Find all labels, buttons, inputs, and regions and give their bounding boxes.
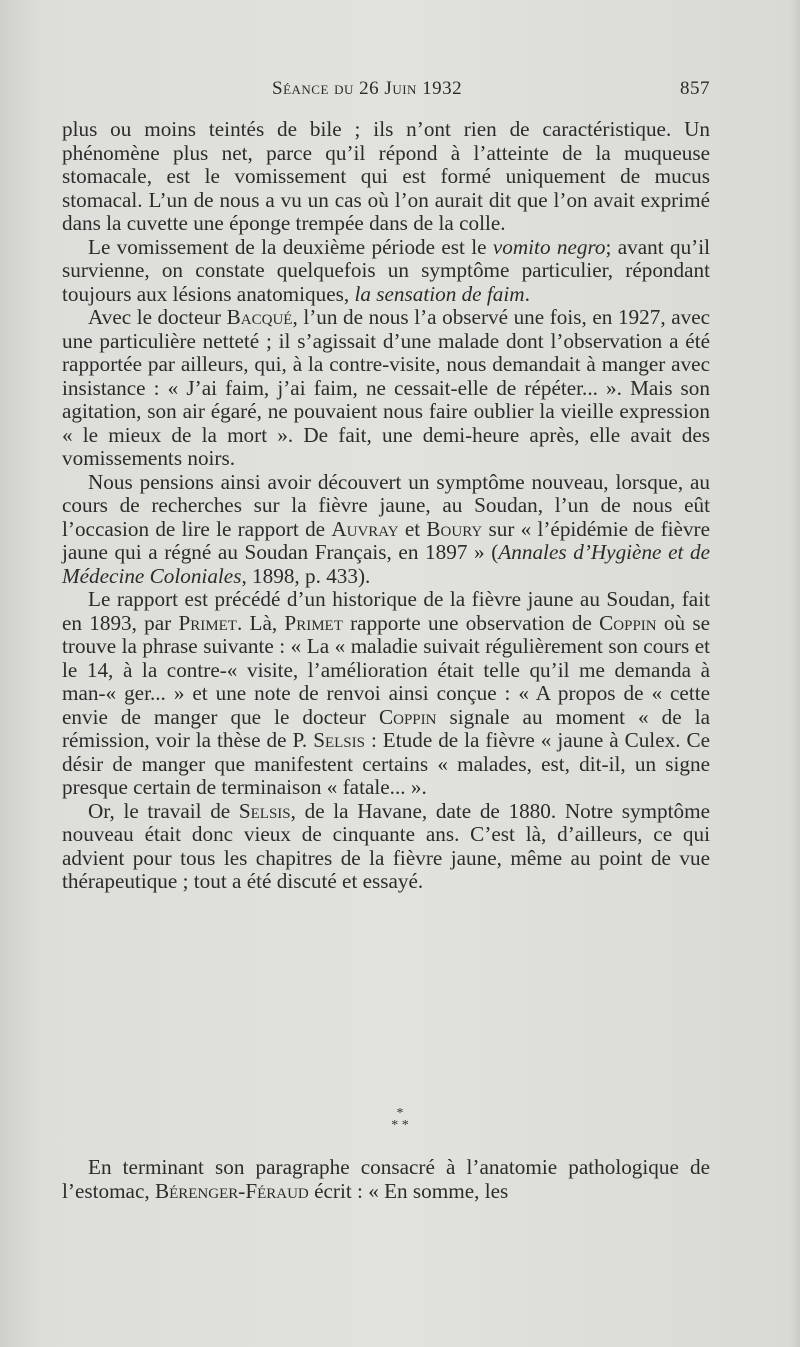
paragraph	[62, 800, 710, 894]
author-name: Boury	[426, 516, 483, 541]
running-head-title: Séance du 26 Juin 1932	[272, 78, 463, 99]
paragraph-after-break	[62, 1156, 710, 1203]
italic-text: vomito negro	[492, 234, 606, 259]
text-run: sur « l’épidémie de fièvre jaune qui a régné au Soudan Français, en 1897 » (	[62, 516, 710, 564]
text-run: écrit : « En somme, les	[308, 1178, 509, 1203]
author-name: Primet	[178, 610, 237, 635]
text-run: Or, le travail de	[88, 798, 239, 823]
author-name: Bacqué	[226, 305, 293, 329]
text-run: .	[524, 281, 530, 306]
text-run: ; avant qu’il survienne, on constate quelquefois un symptôme particulier, répondant toujours aux lésions anatomiques,	[62, 234, 710, 306]
text-run: Le vomissement de la deuxième période est le	[88, 234, 493, 259]
page-number: 857	[680, 78, 710, 99]
paragraph	[62, 471, 710, 589]
text-run: où se trouve la phrase suivante : « La « maladie suivait régulièrement son cours et le 14, à la contre-« visite, l’amélioration était telle qu’il me demanda à man-« ger... » et une note de renvoi ainsi conçue : « A propos de « cette envie de manger que le docteur	[62, 610, 710, 729]
text-run: , 1898, p. 433).	[241, 563, 371, 588]
paragraph	[62, 118, 710, 236]
author-name: Selsis	[313, 728, 365, 752]
text-run: plus ou moins teintés de bile ; ils n’ont rien de caractéristique. Un phénomène plus net, parce qu’il répond à l’atteinte de la muqueuse stomacale, est le vomissement qui est formé uniquement de mucus stomacal. L’un de nous a vu un cas où l’on aurait dit que l’on avait exprimé dans la cuvette une éponge trempée dans de la colle.	[62, 117, 710, 235]
paragraph	[62, 306, 710, 471]
asterism-bottom-stars: * *	[391, 1118, 409, 1133]
text-run: signale au moment « de la rémission, voir la thèse de P.	[62, 704, 710, 752]
author-name: Coppin	[599, 610, 657, 635]
text-run: , de la Havane, date de 1880. Notre symptôme nouveau était donc vieux de cinquante ans. C’est là, d’ailleurs, ce qui advient pour tous les chapitres de la fièvre jaune, même au point de vue thérapeutique ; tout a été discuté et essayé.	[62, 798, 710, 893]
author-name: Primet	[284, 610, 343, 635]
paragraph	[62, 588, 710, 800]
asterism-top-star: *	[396, 1106, 404, 1121]
author-name: Auvray	[331, 516, 399, 541]
author-name: Bérenger-Féraud	[154, 1178, 309, 1203]
italic-text: Annales d’Hygiène et de Médecine Coloniales	[62, 540, 710, 588]
text-run: : Etude de la fièvre « jaune à Culex. Ce désir de manger que manifestent certains « malades, est, dit-il, un signe presque certain de terminaison « fatale... ».	[62, 728, 710, 799]
author-name: Coppin	[379, 704, 437, 729]
paragraph	[62, 236, 710, 307]
text-run: Le rapport est précédé d’un historique de la fièvre jaune au Soudan, fait en 1893, par	[62, 587, 710, 635]
text-run: rapporte une observation de	[342, 610, 600, 635]
author-name: Selsis	[238, 798, 291, 823]
text-run: et	[398, 516, 427, 541]
body-text	[62, 118, 710, 894]
text-run: . Là,	[236, 610, 285, 635]
text-run: , l’un de nous l’a observé une fois, en 1927, avec une particulière netteté ; il s’agissait d’une malade dont l’observation a été rapportée par ailleurs, qui, à la contre-visite, nous demandait à manger avec insistance : « J’ai faim, j’ai faim, ne cessait-elle de répéter... ». Mais son agitation, son air égaré, ne pouvaient nous faire oublier la vieille expression « le mieux de la mort ». De fait, une demi-heure après, elle avait des vomissements noirs.	[62, 305, 711, 470]
section-break-asterism	[0, 1108, 800, 1132]
text-run: Nous pensions ainsi avoir découvert un symptôme nouveau, lorsque, au cours de recherches sur la fièvre jaune, au Soudan, l’un de nous eût l’occasion de lire le rapport de	[62, 469, 710, 541]
text-run: En terminant son paragraphe consacré à l’anatomie pathologique de l’estomac,	[62, 1155, 710, 1203]
running-head	[60, 74, 710, 104]
italic-text: la sensation de faim	[354, 281, 525, 306]
body-text-after-break	[62, 1156, 710, 1203]
text-run: Avec le docteur	[88, 305, 227, 329]
